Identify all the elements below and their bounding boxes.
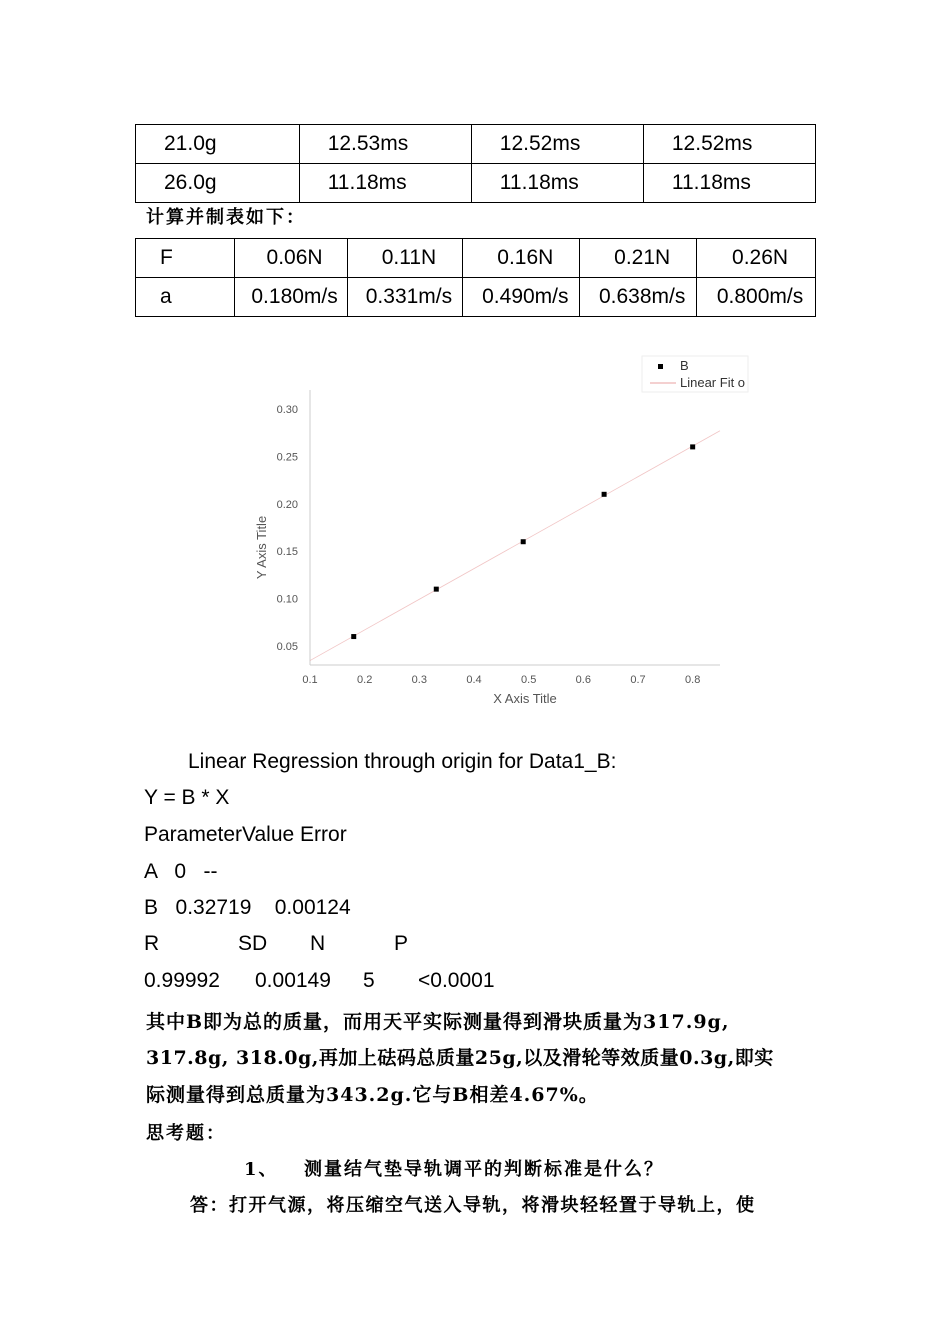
force-acceleration-table <box>135 238 816 317</box>
table-cell: 12.52ms <box>643 125 815 164</box>
y-axis-label: Y Axis Title <box>254 515 269 580</box>
table-cell: 12.52ms <box>471 125 643 164</box>
legend-marker-b <box>658 364 663 369</box>
table-row <box>136 278 816 317</box>
table-caption: 计算并制表如下： <box>146 207 306 228</box>
questions-title: 思考题： <box>146 1123 226 1144</box>
table-cell: F <box>136 239 235 278</box>
x-axis-label: X Axis Title <box>493 691 557 706</box>
time-table <box>135 124 816 203</box>
stat-value-n: 5 <box>363 969 375 992</box>
table-cell: 0.331m/s <box>347 278 463 317</box>
legend-label-b: B <box>680 358 689 373</box>
y-tick-label: 0.15 <box>276 546 298 559</box>
stat-value-p: <0.0001 <box>418 969 495 992</box>
y-tick-label: 0.25 <box>276 451 298 464</box>
paragraph-line: 际测量得到总质量为343.2g.它与B相差4.67%。 <box>146 1084 599 1106</box>
table-cell: 11.18ms <box>299 164 471 203</box>
paragraph-line: 317.8g, 318.0g,再加上砝码总质量25g,以及滑轮等效质量0.3g,即实 <box>146 1047 774 1069</box>
y-tick-label: 0.20 <box>276 498 298 511</box>
x-tick-label: 0.4 <box>466 674 482 686</box>
table-cell: 21.0g <box>136 125 300 164</box>
table-row <box>136 125 816 164</box>
y-tick-label: 0.10 <box>276 593 298 606</box>
y-tick-label: 0.05 <box>276 641 298 654</box>
regression-equation: Y = B * X <box>144 786 230 809</box>
data-point <box>351 634 356 639</box>
stat-label-n: N <box>310 932 326 955</box>
x-tick-label: 0.1 <box>302 674 318 686</box>
table-cell: 0.26N <box>697 239 816 278</box>
data-point <box>602 492 607 497</box>
paragraph-line: 其中B即为总的质量，而用天平实际测量得到滑块质量为317.9g, <box>146 1011 730 1033</box>
table-cell: a <box>136 278 235 317</box>
table-cell: 11.18ms <box>471 164 643 203</box>
question-number: 1、 <box>244 1159 279 1180</box>
parameter-row-b: B 0.32719 0.00124 <box>144 896 351 919</box>
answer-text: 答：打开气源，将压缩空气送入导轨，将滑块轻轻置于导轨上，使 <box>190 1195 756 1216</box>
table-cell: 0.21N <box>580 239 697 278</box>
table-cell: 0.06N <box>234 239 347 278</box>
table-row <box>136 164 816 203</box>
table-row <box>136 239 816 278</box>
x-tick-label: 0.2 <box>357 674 373 686</box>
data-point <box>521 539 526 544</box>
table-cell: 26.0g <box>136 164 300 203</box>
x-tick-label: 0.3 <box>411 674 427 686</box>
table-cell: 11.18ms <box>643 164 815 203</box>
stat-value-r: 0.99992 <box>144 969 220 992</box>
table-cell: 0.800m/s <box>697 278 816 317</box>
scatter-chart <box>240 350 760 715</box>
table-cell: 0.11N <box>347 239 463 278</box>
x-tick-label: 0.6 <box>575 674 591 686</box>
stat-label-sd: SD <box>238 932 268 955</box>
question-text: 测量结气垫导轨调平的判断标准是什么？ <box>304 1159 664 1180</box>
stat-value-sd: 0.00149 <box>255 969 331 992</box>
table-cell: 12.53ms <box>299 125 471 164</box>
data-point <box>434 587 439 592</box>
table-cell: 0.16N <box>463 239 580 278</box>
legend-label-fit: Linear Fit o <box>680 375 746 390</box>
parameter-row-a: A 0 -- <box>144 860 218 883</box>
x-tick-label: 0.5 <box>521 674 537 686</box>
regression-heading: Linear Regression through origin for Data1_B: <box>188 750 617 773</box>
stat-label-p: P <box>394 932 409 955</box>
table-cell: 0.490m/s <box>463 278 580 317</box>
table-cell: 0.638m/s <box>580 278 697 317</box>
parameter-header: ParameterValue Error <box>144 823 347 846</box>
linear-fit-line <box>310 431 720 661</box>
x-tick-label: 0.8 <box>685 674 701 686</box>
y-tick-label: 0.30 <box>276 403 298 416</box>
data-point <box>690 444 695 449</box>
x-tick-label: 0.7 <box>630 674 646 686</box>
stat-label-r: R <box>144 932 160 955</box>
table-cell: 0.180m/s <box>234 278 347 317</box>
